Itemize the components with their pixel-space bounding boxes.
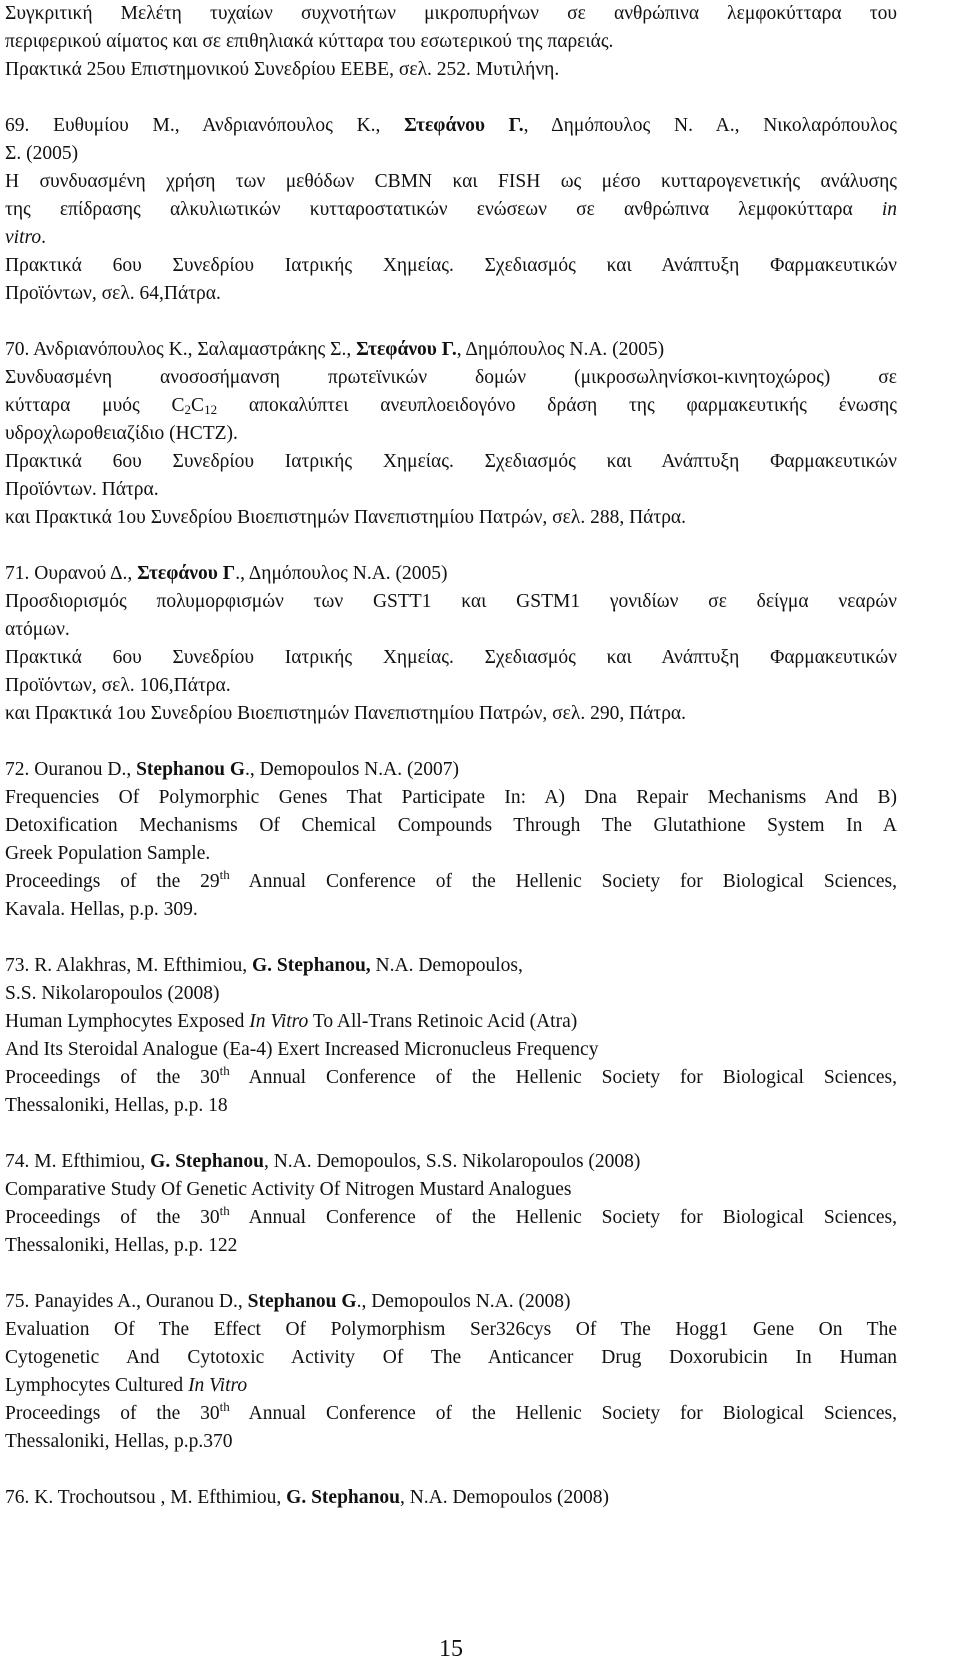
reference-74 [5,1148,897,1260]
ref70-title-3: υδροχλωροθειαζίδιο (HCTZ). [5,423,238,444]
ref69-authors: 69. Ευθυμίου Μ., Ανδριανόπουλος Κ., Στεφάνου Γ., Δημόπουλος Ν. Α., Νικολαρόπουλος [5,115,898,136]
ref71-source-2: Προϊόντων, σελ. 106,Πάτρα. [5,675,231,696]
ref74-authors: 74. M. Efthimiou, G. Stephanou, N.A. Demopoulos, S.S. Nikolaropoulos (2008) [5,1151,641,1172]
prev-line-1: Συγκριτική Μελέτη τυχαίων συχνοτήτων μικροπυρήνων σε ανθρώπινα λεμφοκύτταρα του [5,3,897,24]
ref73-authors-2: S.S. Nikolaropoulos (2008) [5,983,220,1004]
ref71-source-3: και Πρακτικά 1ου Συνεδρίου Βιοεπιστημών Πανεπιστημίου Πατρών, σελ. 290, Πάτρα. [5,703,687,724]
ref73-title-1: Human Lymphocytes Exposed In Vitro To All-Trans Retinoic Acid (Atra) [5,1011,578,1032]
ref69-title-2: της επίδρασης αλκυλιωτικών κυτταροστατικών ενώσεων σε ανθρώπινα λεμφοκύτταρα in [5,199,897,220]
ref69-source-2: Προϊόντων, σελ. 64,Πάτρα. [5,283,221,304]
ref70-authors: 70. Ανδριανόπουλος Κ., Σαλαμαστράκης Σ., Στεφάνου Γ., Δημόπουλος Ν.Α. (2005) [5,339,665,360]
ref69-source-1: Πρακτικά 6ου Συνεδρίου Ιατρικής Χημείας. Σχεδιασμός και Ανάπτυξη Φαρμακευτικών [5,255,897,276]
ref72-title-3: Greek Population Sample. [5,843,211,864]
prev-line-2: περιφερικού αίματος και σε επιθηλιακά κύτταρα του εσωτερικού της παρειάς. [5,31,614,52]
ref71-title-2: ατόμων. [5,619,70,640]
ref71-authors: 71. Ουρανού Δ., Στεφάνου Γ., Δημόπουλος Ν.Α. (2005) [5,563,448,584]
ref69-title-3: vitro. [5,227,46,248]
ref75-proceedings-1: Proceedings of the 30th Annual Conference of the Hellenic Society for Biological Sciences, [5,1399,897,1424]
reference-75 [5,1288,897,1456]
ref75-authors: 75. Panayides A., Ouranou D., Stephanou G., Demopoulos N.A. (2008) [5,1291,571,1312]
ref73-title-2: And Its Steroidal Analogue (Ea-4) Exert Increased Micronucleus Frequency [5,1039,599,1060]
reference-73 [5,952,897,1120]
ref70-source-2: Προϊόντων. Πάτρα. [5,479,159,500]
ref75-proceedings-2: Thessaloniki, Hellas, p.p.370 [5,1431,233,1452]
ref72-authors: 72. Ouranou D., Stephanou G., Demopoulos N.A. (2007) [5,759,459,780]
ref72-proceedings-1: Proceedings of the 29th Annual Conference of the Hellenic Society for Biological Sciences, [5,867,897,892]
ref74-title-1: Comparative Study Of Genetic Activity Of Nitrogen Mustard Analogues [5,1179,572,1200]
reference-72 [5,756,897,924]
ref70-source-1: Πρακτικά 6ου Συνεδρίου Ιατρικής Χημείας. Σχεδιασμός και Ανάπτυξη Φαρμακευτικών [5,451,897,472]
reference-70 [5,336,897,532]
ref70-source-3: και Πρακτικά 1ου Συνεδρίου Βιοεπιστημών Πανεπιστημίου Πατρών, σελ. 288, Πάτρα. [5,507,687,528]
reference-69 [5,112,897,308]
page-number: 15 [439,1636,463,1662]
prev-line-3: Πρακτικά 25ου Επιστημονικού Συνεδρίου ΕΕΒΕ, σελ. 252. Μυτιλήνη. [5,59,560,80]
ref73-authors: 73. R. Alakhras, M. Efthimiou, G. Stephanou, N.A. Demopoulos, [5,955,523,976]
ref73-proceedings-2: Thessaloniki, Hellas, p.p. 18 [5,1095,228,1116]
ref69-title-1: Η συνδυασμένη χρήση των μεθόδων CBMN και FISH ως μέσο κυτταρογενετικής ανάλυσης [5,171,897,192]
ref72-title-1: Frequencies Of Polymorphic Genes That Participate In: A) Dna Repair Mechanisms And B) [5,787,897,808]
ref72-title-2: Detoxification Mechanisms Of Chemical Compounds Through The Glutathione System In A [5,815,897,836]
ref75-title-3: Lymphocytes Cultured In Vitro [5,1375,248,1396]
ref74-proceedings-1: Proceedings of the 30th Annual Conference of the Hellenic Society for Biological Sciences, [5,1203,897,1228]
ref69-year: Σ. (2005) [5,143,79,164]
ref73-proceedings-1: Proceedings of the 30th Annual Conference of the Hellenic Society for Biological Sciences, [5,1063,897,1088]
ref71-source-1: Πρακτικά 6ου Συνεδρίου Ιατρικής Χημείας. Σχεδιασμός και Ανάπτυξη Φαρμακευτικών [5,647,897,668]
ref72-proceedings-2: Kavala. Hellas, p.p. 309. [5,899,198,920]
ref70-title-2: κύτταρα μυός $C_2C_{12}$ αποκαλύπτει ανευπλοειδογόνο δράση της φαρμακευτικής ένωσης [5,395,897,417]
ref74-proceedings-2: Thessaloniki, Hellas, p.p. 122 [5,1235,238,1256]
ref75-title-1: Evaluation Of The Effect Of Polymorphism Ser326cys Of The Hogg1 Gene On The [5,1319,897,1340]
reference-71 [5,560,897,728]
reference-76 [5,1484,897,1512]
ref76-authors: 76. K. Trochoutsou , M. Efthimiou, G. Stephanou, N.A. Demopoulos (2008) [5,1487,610,1508]
document-page [5,0,898,1662]
ref75-title-2: Cytogenetic And Cytotoxic Activity Of The Anticancer Drug Doxorubicin In Human [5,1347,897,1368]
ref70-title-1: Συνδυασμένη ανοσοσήμανση πρωτεϊνικών δομών (μικροσωληνίσκοι-κινητοχώρος) σε [5,367,897,388]
ref71-title-1: Προσδιορισμός πολυμορφισμών των GSTT1 και GSTM1 γονιδίων σε δείγμα νεαρών [5,591,897,612]
